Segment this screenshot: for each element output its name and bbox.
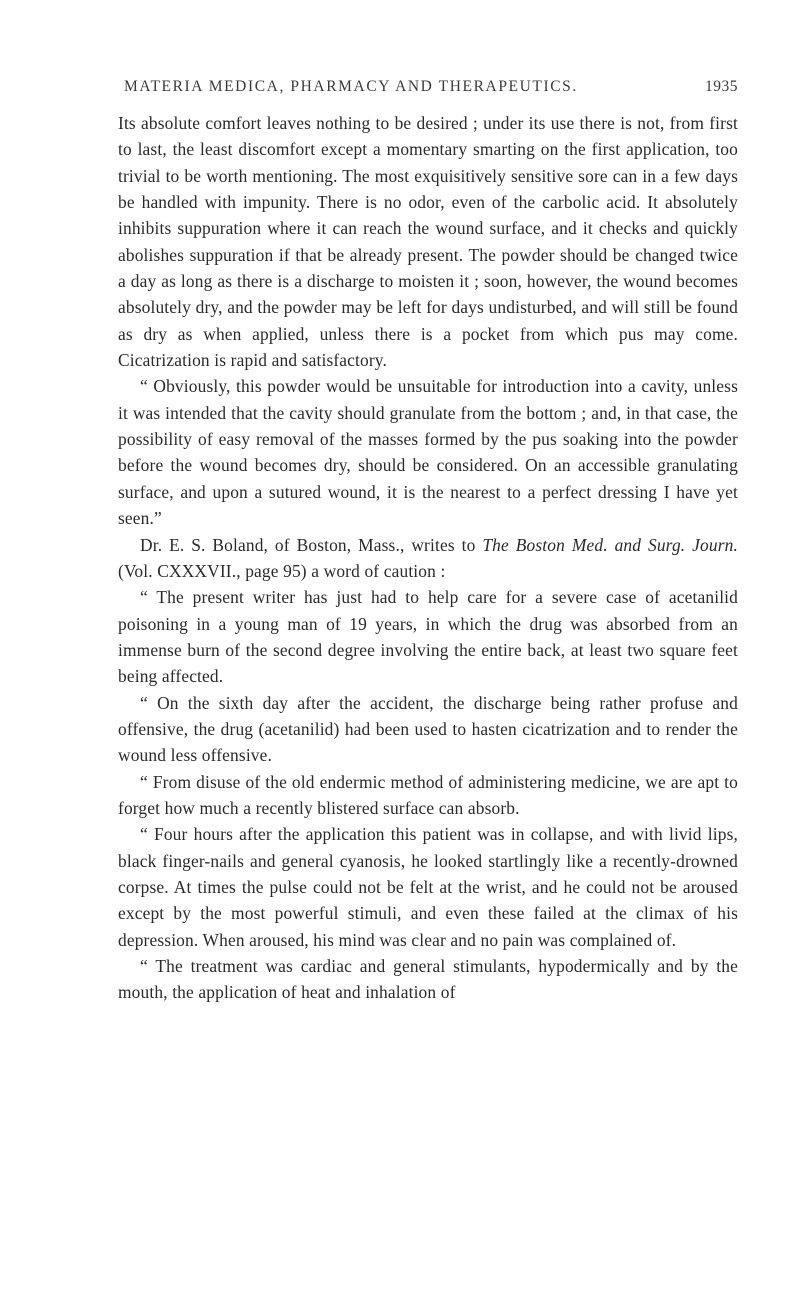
paragraph: “ On the sixth day after the accident, the discharge being rather profuse and offensive, the drug (acetanilid) had been used to hasten cicatrization and to render the wound less offensive. xyxy=(118,692,738,766)
paragraph-citation xyxy=(118,532,738,585)
paragraph: “ The treatment was cardiac and general stimulants, hypodermically and by the mouth, the application of heat and inhalation of xyxy=(118,956,738,1003)
running-header xyxy=(118,78,738,110)
paragraph: “ Obviously, this powder would be unsuitable for introduction into a cavity, unless it was intended that the cavity should granulate from the bottom ; and, in that case, the possibility of easy removal of the masses formed by the pus soaking into the powder before the wound becomes dry, should be considered. On an accessible granulating surface, and upon a sutured wound, it is the nearest to a perfect dressing I have yet seen.” xyxy=(118,376,738,529)
citation-tail: (Vol. CXXXVII., page 95) a word of caution : xyxy=(118,560,446,581)
paragraph: “ From disuse of the old endermic method of administering medicine, we are apt to forget how much a recently blistered surface can absorb. xyxy=(118,771,738,818)
running-header-title: MATERIA MEDICA, PHARMACY AND THERAPEUTICS. xyxy=(124,78,578,95)
citation-lead: Dr. E. S. Boland, of Boston, Mass., writes to xyxy=(140,534,483,555)
paragraph: “ The present writer has just had to help care for a severe case of acetanilid poisoning in a young man of 19 years, in which the drug was absorbed from an immense burn of the second degree involving the entire back, at least two square feet being affected. xyxy=(118,587,738,687)
body-text xyxy=(118,110,738,1006)
book-page xyxy=(118,78,738,1006)
paragraph: Its absolute comfort leaves nothing to be desired ; under its use there is not, from first to last, the least discomfort except a momentary smarting on the first application, too trivial to be worth mentioning. The most exquisitively sensitive sore can in a few days be handled with impunity. There is no odor, even of the carbolic acid. It absolutely inhibits suppuration where it can reach the wound surface, and it checks and quickly abolishes suppuration if that be already present. The powder should be changed twice a day as long as there is a discharge to moisten it ; soon, however, the wound becomes absolutely dry, and the powder may be left for days undisturbed, and will still be found as dry as when applied, unless there is a pocket from which pus may come. Cicatrization is rapid and satisfactory. xyxy=(118,113,738,371)
paragraph: “ Four hours after the application this patient was in collapse, and with livid lips, black finger-nails and general cyanosis, he looked startlingly like a recently-drowned corpse. At times the pulse could not be felt at the wrist, and he could not be aroused except by the most powerful stimuli, and even these failed at the climax of his depression. When aroused, his mind was clear and no pain was complained of. xyxy=(118,824,738,950)
journal-title: The Boston Med. and Surg. Journ. xyxy=(482,534,738,555)
page-number: 1935 xyxy=(705,78,738,95)
